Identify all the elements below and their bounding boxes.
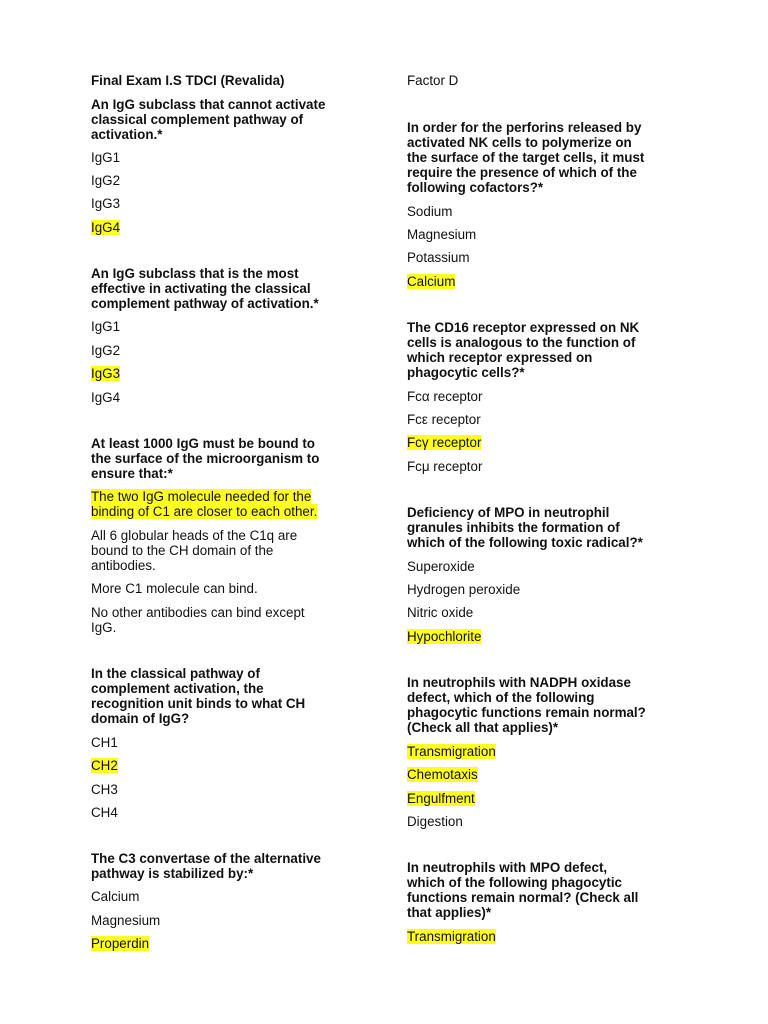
- q3-option-4-line-2: IgG.: [91, 620, 117, 635]
- q5-option-1: Calcium: [91, 889, 140, 904]
- question-2-line-1: An IgG subclass that is the most: [91, 266, 299, 281]
- q4-option-2-answer: CH2: [91, 758, 118, 773]
- question-2-line-2: effective in activating the classical: [91, 281, 311, 296]
- q9-option-3-answer: Engulfment: [407, 791, 475, 806]
- question-3-line-2: the surface of the microorganism to: [91, 451, 320, 466]
- question-8-line-3: which of the following toxic radical?*: [407, 535, 643, 550]
- question-8-line-1: Deficiency of MPO in neutrophil: [407, 505, 610, 520]
- q1-option-1: IgG1: [91, 150, 121, 165]
- question-1-line-2: classical complement pathway of: [91, 112, 304, 127]
- q3-option-2-line-1: All 6 globular heads of the C1q are: [91, 528, 298, 543]
- question-9-line-2: defect, which of the following: [407, 690, 595, 705]
- q1-option-2: IgG2: [91, 173, 121, 188]
- question-9-line-4: (Check all that applies)*: [407, 720, 559, 735]
- question-4-line-1: In the classical pathway of: [91, 666, 260, 681]
- question-1-line-3: activation.*: [91, 127, 163, 142]
- question-6-line-3: the surface of the target cells, it must: [407, 150, 645, 165]
- q3-option-4-line-1: No other antibodies can bind except: [91, 605, 305, 620]
- question-4-line-3: recognition unit binds to what CH: [91, 696, 306, 711]
- question-4-line-4: domain of IgG?: [91, 711, 190, 726]
- q6-option-4-answer: Calcium: [407, 274, 456, 289]
- q1-option-4-answer: IgG4: [91, 220, 121, 235]
- q5-option-3-answer: Properdin: [91, 936, 150, 951]
- q2-option-3-answer: IgG3: [91, 366, 121, 381]
- q9-option-2-answer: Chemotaxis: [407, 767, 478, 782]
- q7-option-3-answer: Fcγ receptor: [407, 435, 482, 450]
- question-10-line-4: that applies)*: [407, 905, 492, 920]
- question-6-line-1: In order for the perforins released by: [407, 120, 642, 135]
- question-10-line-1: In neutrophils with MPO defect,: [407, 860, 608, 875]
- q4-option-4: CH4: [91, 805, 118, 820]
- question-2-line-3: complement pathway of activation.*: [91, 296, 319, 311]
- q10-option-1-answer: Transmigration: [407, 929, 496, 944]
- question-9-line-1: In neutrophils with NADPH oxidase: [407, 675, 631, 690]
- q6-option-3: Potassium: [407, 250, 470, 265]
- question-3-line-3: ensure that:*: [91, 466, 173, 481]
- q5-option-4-carry: Factor D: [407, 73, 459, 88]
- question-7-line-4: phagocytic cells?*: [407, 365, 525, 380]
- question-6-line-2: activated NK cells to polymerize on: [407, 135, 632, 150]
- question-5-line-1: The C3 convertase of the alternative: [91, 851, 321, 866]
- q2-option-2: IgG2: [91, 343, 121, 358]
- q8-option-2: Hydrogen peroxide: [407, 582, 521, 597]
- question-6-line-5: following cofactors?*: [407, 180, 544, 195]
- q8-option-4-answer: Hypochlorite: [407, 629, 482, 644]
- q8-option-1: Superoxide: [407, 559, 475, 574]
- q7-option-4: Fcμ receptor: [407, 459, 483, 474]
- q3-option-2-line-2: bound to the CH domain of the: [91, 543, 274, 558]
- q3-option-1-answer-line-2: binding of C1 are closer to each other.: [91, 504, 318, 519]
- question-7-line-3: which receptor expressed on: [407, 350, 593, 365]
- question-7-line-1: The CD16 receptor expressed on NK: [407, 320, 640, 335]
- question-3-line-1: At least 1000 IgG must be bound to: [91, 436, 315, 451]
- question-6-line-4: require the presence of which of the: [407, 165, 637, 180]
- q3-option-1-answer-line-1: The two IgG molecule needed for the: [91, 489, 312, 504]
- q9-option-1-answer: Transmigration: [407, 744, 496, 759]
- question-5-line-2: pathway is stabilized by:*: [91, 866, 254, 881]
- q9-option-4: Digestion: [407, 814, 463, 829]
- question-9-line-3: phagocytic functions remain normal?: [407, 705, 646, 720]
- q8-option-3: Nitric oxide: [407, 605, 474, 620]
- question-4-line-2: complement activation, the: [91, 681, 264, 696]
- q7-option-2: Fcε receptor: [407, 412, 481, 427]
- question-10-line-3: functions remain normal? (Check all: [407, 890, 639, 905]
- q1-option-3: IgG3: [91, 196, 121, 211]
- q3-option-3: More C1 molecule can bind.: [91, 581, 258, 596]
- q5-option-2: Magnesium: [91, 913, 161, 928]
- q6-option-1: Sodium: [407, 204, 453, 219]
- question-1-line-1: An IgG subclass that cannot activate: [91, 97, 326, 112]
- q6-option-2: Magnesium: [407, 227, 477, 242]
- question-7-line-2: cells is analogous to the function of: [407, 335, 636, 350]
- page-title: Final Exam I.S TDCI (Revalida): [91, 73, 285, 88]
- q3-option-2-line-3: antibodies.: [91, 558, 156, 573]
- q2-option-1: IgG1: [91, 319, 121, 334]
- q4-option-3: CH3: [91, 782, 118, 797]
- q2-option-4: IgG4: [91, 390, 121, 405]
- q7-option-1: Fcα receptor: [407, 389, 483, 404]
- question-8-line-2: granules inhibits the formation of: [407, 520, 620, 535]
- q4-option-1: CH1: [91, 735, 118, 750]
- question-10-line-2: which of the following phagocytic: [407, 875, 622, 890]
